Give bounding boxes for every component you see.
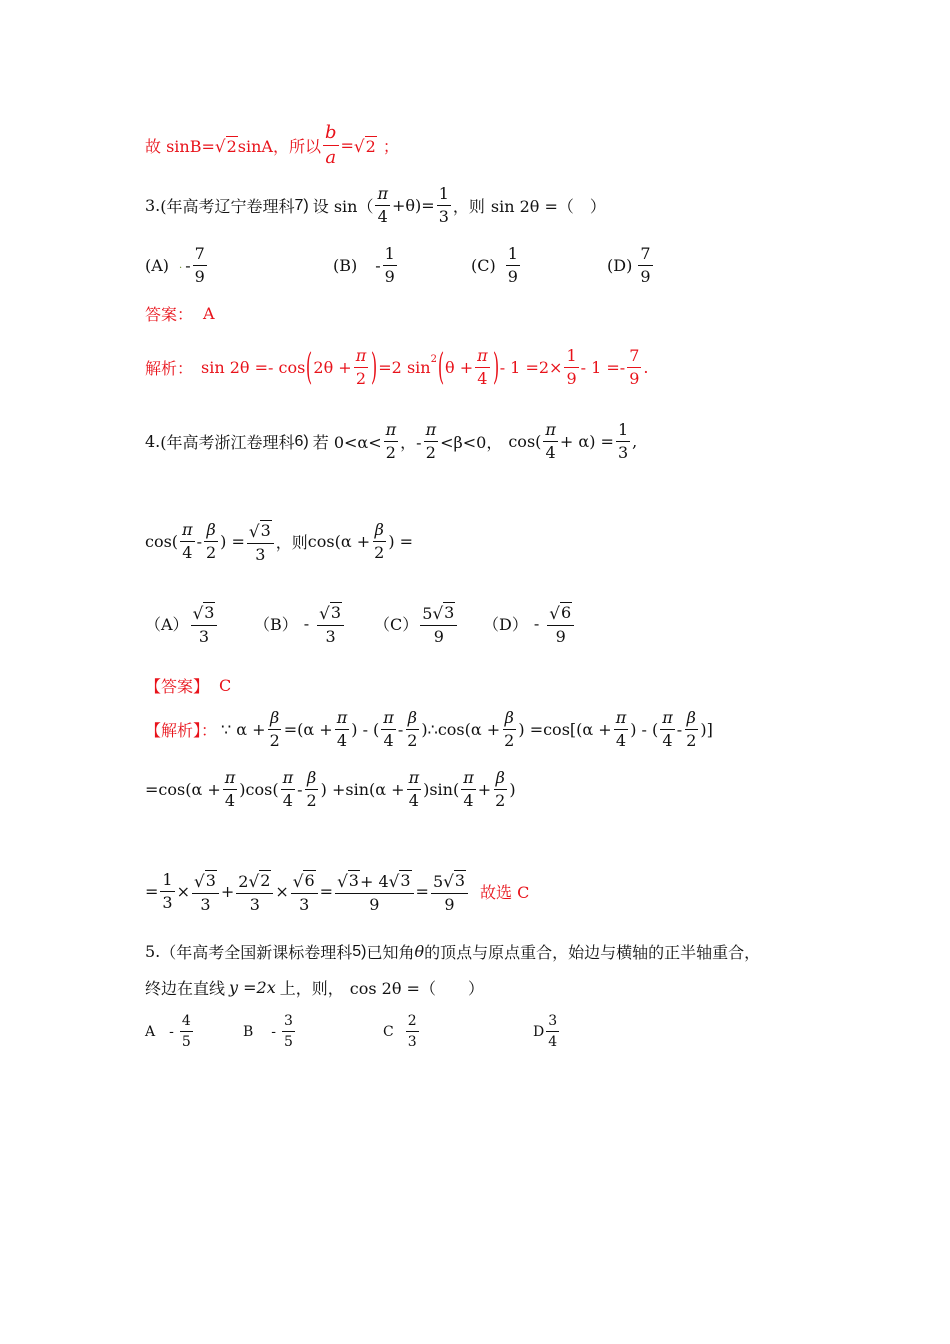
text: cos 2θ =（ ）: [349, 979, 484, 998]
option-b: [333, 246, 399, 285]
text: =(α +: [283, 720, 333, 739]
fraction: $\frac{\pi}{4}$: [545, 420, 556, 462]
option-a: [145, 602, 219, 645]
text: sin 2θ =- cos: [201, 358, 306, 377]
question-source: (年高考辽宁卷理科: [160, 197, 295, 216]
option-label: (A): [145, 256, 170, 275]
fraction: $\frac{\beta}{2}$: [495, 768, 506, 810]
fraction: $\frac{4}{5}$: [181, 1013, 191, 1050]
text: cos(: [145, 531, 179, 551]
text: ，-: [400, 433, 422, 452]
question-5-stem-2: [145, 976, 484, 999]
text: +: [220, 881, 235, 901]
text: ) =: [388, 531, 414, 551]
question-4-stem: [145, 422, 637, 461]
text: 故 sinB=: [145, 137, 215, 156]
text: ) =cos[(α +: [518, 720, 612, 739]
text: ×: [176, 881, 190, 901]
option-c: [374, 602, 459, 645]
option-a: [145, 1014, 195, 1049]
text: ,: [632, 432, 638, 451]
fraction: $\frac{\beta}{2}$: [504, 708, 515, 750]
fraction-1-over-3: $\frac{1}{3}$: [438, 184, 449, 226]
question-3-answer: [145, 302, 215, 325]
fraction: $\frac{1}{3}$: [162, 869, 173, 912]
fraction: √ 6 9: [547, 602, 574, 645]
text: )sin(: [423, 780, 460, 799]
question-number: 3.: [145, 196, 161, 215]
fraction: $\frac{\pi}{4}$: [282, 768, 294, 810]
sqrt-2: √ 2: [214, 135, 237, 156]
text: =: [319, 881, 334, 901]
question-4-answer: [145, 674, 231, 697]
question-number: 5.: [145, 942, 161, 961]
text: ∵ α +: [221, 720, 266, 739]
answer-value: A: [203, 304, 215, 323]
option-d: [607, 246, 655, 285]
sign: -: [169, 1023, 174, 1040]
fraction: $\frac{\pi}{4}$: [224, 768, 236, 810]
fraction: $\frac{1}{9}$: [507, 244, 518, 286]
text: 设 sin（: [312, 197, 374, 216]
equation: y =2x: [229, 978, 276, 997]
exponent: 2: [430, 354, 437, 365]
fraction: $\frac{\pi}{4}$: [615, 708, 627, 750]
fraction: $\frac{\pi}{4}$: [182, 519, 193, 562]
fraction: $\frac{\pi}{2}$: [425, 420, 437, 462]
question-4-analysis-1: [145, 710, 713, 749]
text: sin 2θ =（ ）: [490, 197, 606, 216]
fraction: $\frac{3}{5}$: [284, 1013, 293, 1050]
fraction: $\frac{\beta}{2}$: [686, 708, 697, 750]
sign: -: [185, 256, 191, 275]
fraction: $\frac{\pi}{4}$: [408, 768, 420, 810]
text: =2 sin: [378, 358, 431, 377]
text: 终边在直线: [145, 979, 226, 998]
option-c: [383, 1014, 421, 1049]
text: 的顶点与原点重合，始边与横轴的正半轴重合，: [424, 943, 761, 962]
fraction: √ 3 3: [191, 602, 218, 645]
option-label: C: [383, 1023, 394, 1040]
text: 2θ +: [313, 358, 352, 377]
fraction: $\frac{7}{9}$: [194, 244, 205, 286]
question-4-analysis-2: [145, 770, 516, 809]
text: ×: [275, 881, 289, 901]
fraction: $\frac{3}{4}$: [548, 1013, 558, 1050]
fraction: $\frac{\pi}{4}$: [662, 708, 673, 750]
question-number: 4.: [145, 432, 161, 451]
text: ，则: [275, 532, 308, 552]
text: sinA，所以: [237, 137, 321, 156]
fraction-1-over-9: $\frac{1}{9}$: [566, 346, 577, 388]
fraction: $\frac{\beta}{2}$: [306, 768, 317, 810]
text: -: [676, 720, 683, 739]
fraction: $\frac{1}{3}$: [617, 420, 629, 462]
fraction: √ 3 3: [317, 602, 344, 645]
text: ) - (: [351, 720, 380, 739]
text: ) =: [220, 531, 245, 551]
conclusion: 故选 C: [480, 882, 530, 902]
text: )∴cos(α +: [421, 720, 501, 739]
text: +θ)=: [392, 196, 435, 215]
question-source: （年高考全国新课标卷理科: [160, 943, 353, 962]
sign: -: [375, 256, 381, 275]
answer-label: 答案：: [145, 305, 194, 324]
fraction-b-over-a: $\frac{b}{a}$: [324, 122, 337, 168]
fraction: $\frac{\pi}{4}$: [463, 768, 474, 810]
fraction-pi-over-2: $\frac{\pi}{2}$: [355, 346, 367, 388]
fraction: $\frac{1}{9}$: [384, 244, 395, 286]
option-label: (D): [607, 256, 633, 275]
question-source-num: 6): [294, 432, 309, 450]
text: <β<0，: [440, 433, 503, 452]
fraction: $\frac{\beta}{2}$: [269, 708, 280, 750]
question-3-stem: [145, 186, 606, 225]
option-label: (B): [333, 256, 358, 275]
text: -: [397, 720, 404, 739]
fraction: 2 √ 2 3: [236, 870, 273, 913]
fraction: √ 6 3: [291, 870, 318, 913]
fraction: 5 √ 3 9: [431, 870, 468, 913]
fraction: $\frac{\beta}{2}$: [205, 519, 217, 562]
fraction: √ 3 + 4 √ 3 9: [335, 870, 413, 913]
text: )]: [700, 720, 713, 739]
answer-value: C: [219, 676, 232, 695]
sign: -: [271, 1023, 277, 1040]
text: - 1 =-: [580, 358, 626, 377]
fraction-7-over-9: $\frac{7}{9}$: [629, 346, 640, 388]
question-source: (年高考浙江卷理科: [160, 433, 295, 452]
text: 若 0<α<: [312, 433, 382, 452]
text: +: [477, 780, 492, 799]
text: - 1 =2×: [499, 358, 563, 377]
text: + α) =: [559, 432, 614, 451]
text: ；: [382, 137, 399, 156]
option-label: D: [533, 1023, 545, 1040]
question-5-stem: [145, 940, 760, 963]
text: ): [509, 780, 516, 799]
sign: -: [303, 613, 310, 633]
text: -: [196, 531, 202, 551]
fraction: $\frac{\beta}{2}$: [407, 708, 418, 750]
text: .: [643, 358, 649, 377]
text: -: [297, 780, 303, 799]
question-3-analysis: 解析： sin 2θ =- cos ( 2θ + $\frac{\pi}{2}$ ) =2 sin $^2$ ( θ + $\frac{\pi}{4}$ ) - 1 =2× $\frac{1}{9}$ - 1 =- $\frac{7}{9}$ .: [145, 346, 649, 388]
text: 已知角: [366, 943, 415, 962]
option-label: （C）: [374, 614, 419, 634]
question-4-analysis-3: [145, 870, 529, 913]
text: =: [340, 136, 354, 155]
option-d: [483, 602, 576, 645]
fraction: $\frac{7}{9}$: [640, 244, 651, 286]
option-label: (C): [471, 256, 496, 275]
option-c: [471, 246, 522, 285]
text: =: [415, 881, 429, 901]
option-d: [533, 1014, 561, 1049]
option-label: A: [145, 1023, 156, 1040]
question-4-stem-2: [145, 520, 413, 563]
fraction: 5 √ 3 9: [420, 602, 457, 645]
text: )cos(: [239, 780, 279, 799]
fraction-pi-over-4: $\frac{\pi}{4}$: [477, 346, 488, 388]
sqrt-2: √ 2: [353, 135, 376, 156]
fraction: $\frac{\pi}{4}$: [383, 708, 394, 750]
fraction: $\frac{\pi}{4}$: [336, 708, 348, 750]
text: cos(: [508, 432, 542, 451]
fraction-pi-over-4: $\frac{\pi}{4}$: [377, 184, 388, 226]
text: θ +: [445, 358, 474, 377]
text: ) +sin(α +: [320, 780, 405, 799]
fraction: $\frac{\beta}{2}$: [374, 519, 385, 562]
theta-symbol: θ: [414, 942, 425, 961]
option-b: [243, 1014, 297, 1049]
option-label: B: [243, 1023, 254, 1040]
option-a: (A) . - $\frac{7}{9}$: [145, 244, 205, 286]
fraction: $\frac{\pi}{2}$: [385, 420, 397, 462]
fraction: √ 3 3: [192, 870, 219, 913]
text: cos(α +: [307, 531, 371, 551]
option-label: （D）: [483, 614, 528, 634]
analysis-label: 【解析】：: [145, 721, 218, 740]
text: 上，则，: [279, 979, 344, 998]
option-b: [254, 602, 346, 645]
sign: -: [533, 613, 540, 633]
question-source-num: 7): [294, 196, 309, 214]
answer-label: 【答案】: [145, 677, 210, 696]
text: =cos(α +: [145, 780, 221, 799]
text: ，则: [452, 197, 485, 216]
text: =: [145, 881, 159, 901]
question-source-num: 5): [352, 942, 367, 960]
fraction: $\frac{2}{3}$: [407, 1013, 417, 1050]
analysis-label: 解析：: [145, 359, 194, 378]
fraction: √ 3 3: [247, 520, 274, 563]
text: ) - (: [630, 720, 659, 739]
option-label: （A）: [145, 614, 189, 634]
solution-line-sinB: [145, 124, 399, 167]
option-label: （B）: [254, 614, 298, 634]
